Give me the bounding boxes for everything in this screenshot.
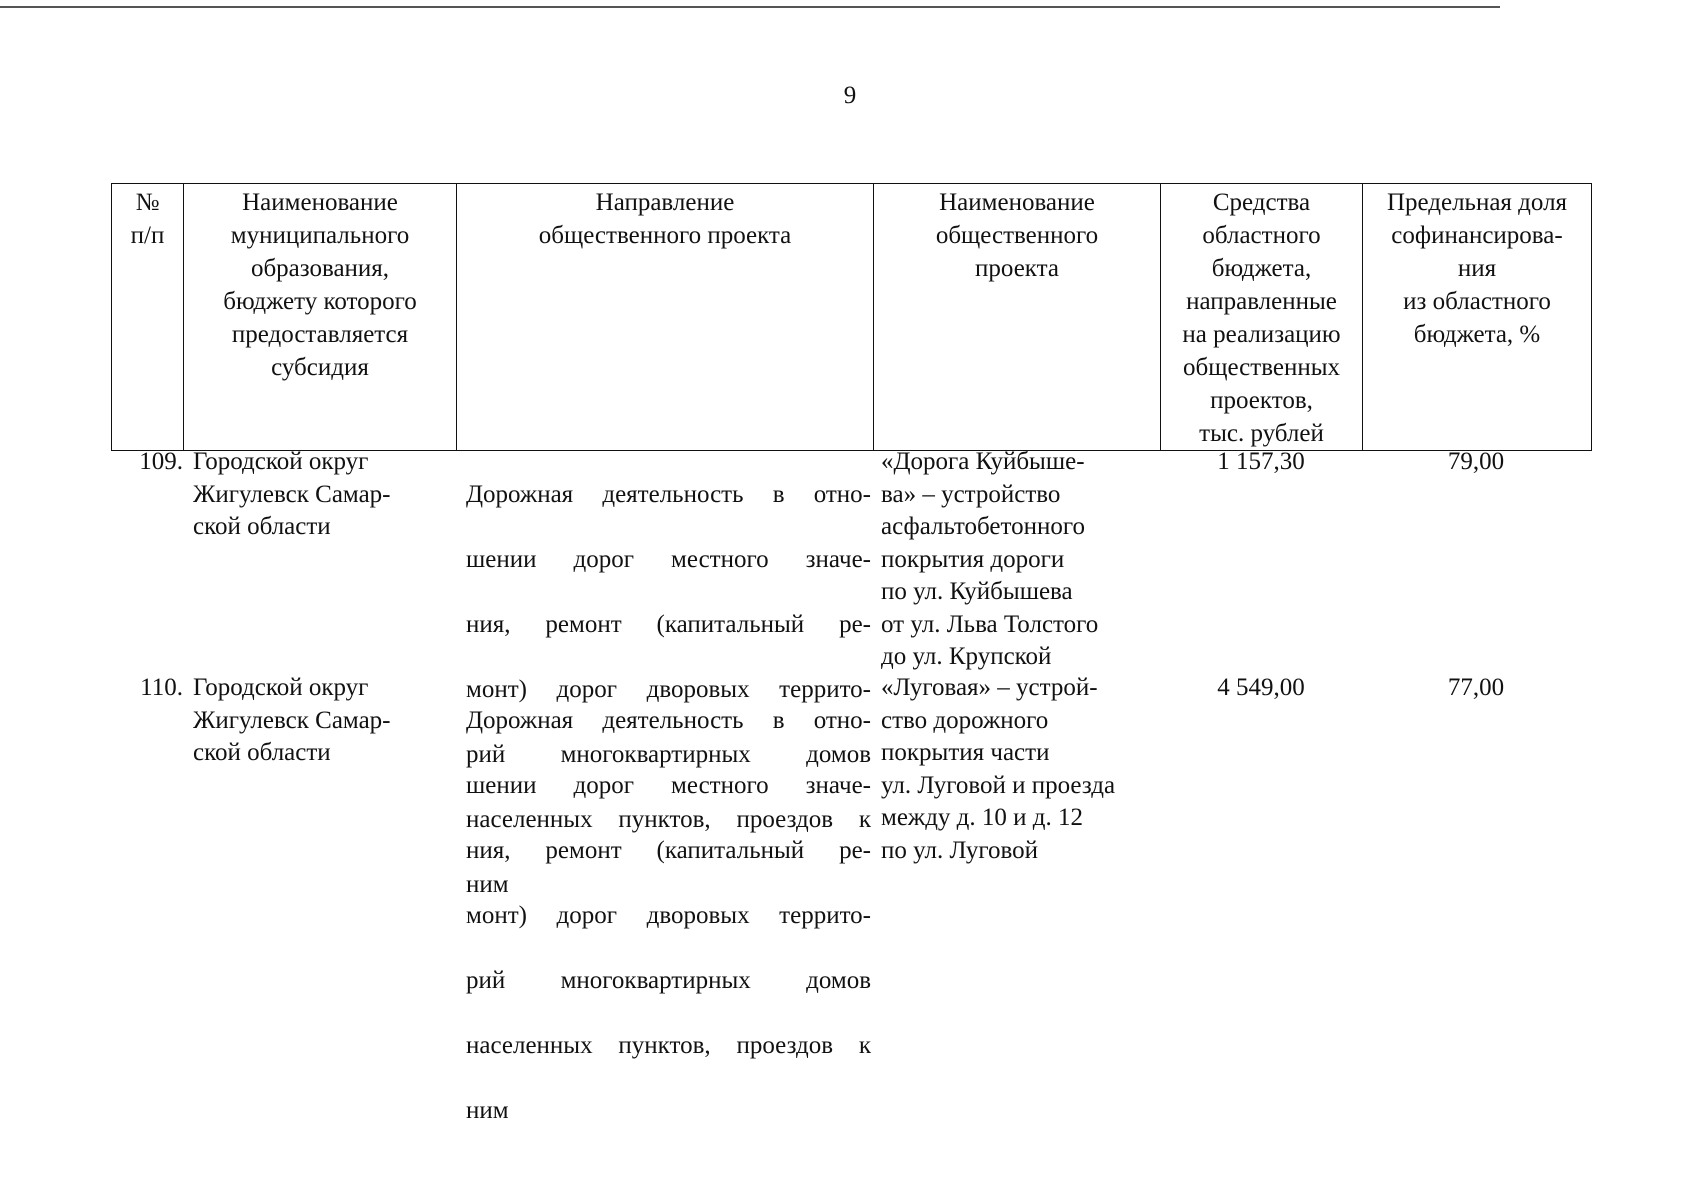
direction-line: ним bbox=[466, 870, 509, 898]
header-row bbox=[112, 184, 1592, 451]
row-project-name: «Луговая» – устрой- ство дорожного покрытия части ул. Луговой и проезда между д. 10 и д. 12 по ул. Луговой bbox=[881, 674, 1116, 864]
header-cell-funds: Средства областного бюджета, направленные на реализацию общественных проектов, тыс. рублей bbox=[1161, 184, 1363, 451]
top-border-line bbox=[0, 6, 1500, 8]
header-cell-municipality: Наименование муниципального образования, бюджету которого предоставляется субсидия bbox=[184, 184, 457, 451]
direction-line: ния, ремонт (капитальный ре- bbox=[466, 610, 871, 638]
direction-line: населенных пунктов, проездов к bbox=[466, 1031, 871, 1059]
row-project-name: «Дорога Куйбыше- ва» – устройство асфальтобетонного покрытия дороги по ул. Куйбышева от ул. Льва Толстого до ул. Крупской bbox=[881, 448, 1099, 670]
header-cell-direction: Направление общественного проекта bbox=[457, 184, 874, 451]
direction-line: монт) дорог дворовых террито- bbox=[466, 675, 871, 703]
direction-line: ния, ремонт (капитальный ре- bbox=[466, 836, 871, 864]
header-cell-share: Предельная доля софинансирова- ния из областного бюджета, % bbox=[1363, 184, 1592, 451]
direction-line: монт) дорог дворовых террито- bbox=[466, 901, 871, 929]
row-share: 77,00 bbox=[1447, 674, 1505, 701]
page-number: 9 bbox=[843, 82, 857, 109]
row-number: 110. bbox=[140, 674, 183, 701]
header-cell-number: № п/п bbox=[112, 184, 184, 451]
direction-line: шении дорог местного значе- bbox=[466, 545, 871, 573]
row-direction bbox=[466, 672, 871, 1160]
row-municipality: Городской округ Жигулевск Самар- ской области bbox=[193, 674, 391, 766]
direction-line: рий многоквартирных домов bbox=[466, 740, 871, 768]
row-share: 79,00 bbox=[1447, 448, 1505, 475]
row-funds: 4 549,00 bbox=[1217, 674, 1305, 701]
row-funds: 1 157,30 bbox=[1217, 448, 1305, 475]
row-number: 109. bbox=[139, 448, 183, 475]
direction-line: рий многоквартирных домов bbox=[466, 966, 871, 994]
direction-line: Дорожная деятельность в отно- bbox=[466, 480, 871, 508]
direction-line: Дорожная деятельность в отно- bbox=[466, 706, 871, 734]
header-cell-project-name: Наименование общественного проекта bbox=[874, 184, 1161, 451]
direction-line: шении дорог местного значе- bbox=[466, 771, 871, 799]
table-header bbox=[111, 183, 1592, 451]
row-municipality: Городской округ Жигулевск Самар- ской области bbox=[193, 448, 391, 540]
direction-line: ним bbox=[466, 1096, 509, 1124]
direction-line: населенных пунктов, проездов к bbox=[466, 805, 871, 833]
